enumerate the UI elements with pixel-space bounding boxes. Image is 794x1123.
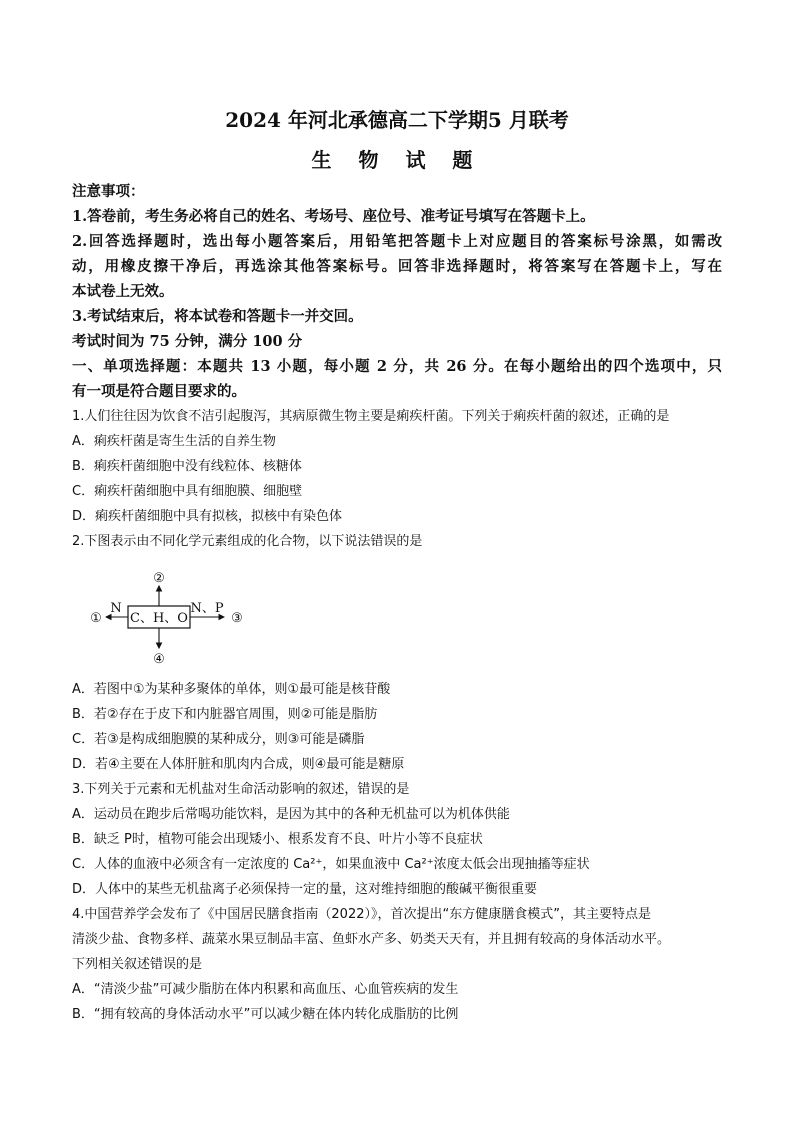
q4-option-b: B．“拥有较高的身体活动水平”可以减少糖在体内转化成脂肪的比例 bbox=[72, 1007, 459, 1022]
page-subtitle: 生 物 试 题 bbox=[311, 148, 483, 172]
q2-option-c: C．若③是构成细胞膜的某种成分，则③可能是磷脂 bbox=[72, 732, 365, 747]
compound-3-label: ③ bbox=[231, 611, 243, 626]
compound-1-label: ① bbox=[90, 611, 102, 626]
q2-option-a: A．若图中①为某种多聚体的单体，则①最可能是核苷酸 bbox=[72, 682, 391, 697]
page-title: 2024 年河北承德高二下学期5 月联考 bbox=[225, 108, 569, 132]
q3-option-c: C．人体的血液中必须含有一定浓度的 Ca²⁺，如果血液中 Ca²⁺浓度太低会出现抽搐等症状 bbox=[72, 857, 590, 872]
notice-item-3: 3.考试结束后，将本试卷和答题卡一并交回。 bbox=[72, 308, 363, 325]
element-compound-diagram bbox=[84, 566, 254, 666]
exam-time: 考试时间为 75 分钟，满分 100 分 bbox=[72, 333, 303, 350]
notice-item-1: 1.答卷前，考生务必将自己的姓名、考场号、座位号、准考证号填写在答题卡上。 bbox=[72, 208, 595, 225]
right-arrow-label: N、P bbox=[190, 601, 224, 616]
q2-stem: 2.下图表示由不同化学元素组成的化合物，以下说法错误的是 bbox=[72, 534, 423, 549]
q1-stem: 1.人们往往因为饮食不洁引起腹泻，其病原微生物主要是痢疾杆菌。下列关于痢疾杆菌的叙述，正确的是 bbox=[72, 409, 670, 424]
q4-stem-line-2: 清淡少盐、食物多样、蔬菜水果豆制品丰富、鱼虾水产多、奶类天天有，并且拥有较高的身体活动水平。 bbox=[72, 932, 671, 947]
q4-option-a: A．“清淡少盐”可减少脂肪在体内积累和高血压、心血管疾病的发生 bbox=[72, 982, 459, 997]
q2-option-b: B．若②存在于皮下和内脏器官周围，则②可能是脂肪 bbox=[72, 707, 378, 722]
compound-4-label: ④ bbox=[153, 652, 165, 666]
q3-stem: 3.下列关于元素和无机盐对生命活动影响的叙述，错误的是 bbox=[72, 782, 410, 797]
q3-option-b: B．缺乏 P时，植物可能会出现矮小、根系发育不良、叶片小等不良症状 bbox=[72, 832, 483, 847]
section-1-heading-line-1: 一、单项选择题：本题共 13 小题，每小题 2 分，共 26 分。在每小题给出的四个选项中，只 bbox=[72, 358, 722, 375]
notice-item-2-line-3: 本试卷上无效。 bbox=[72, 283, 174, 300]
q4-stem-line-3: 下列相关叙述错误的是 bbox=[72, 957, 203, 972]
section-1-heading-line-2: 有一项是符合题目要求的。 bbox=[72, 383, 246, 400]
q2-option-d: D．若④主要在人体肝脏和肌肉内合成，则④最可能是糖原 bbox=[72, 757, 405, 772]
compound-2-label: ② bbox=[153, 571, 165, 586]
q1-option-c: C．痢疾杆菌细胞中具有细胞膜、细胞壁 bbox=[72, 484, 303, 499]
notice-heading: 注意事项： bbox=[72, 183, 145, 200]
q1-option-b: B．痢疾杆菌细胞中没有线粒体、核糖体 bbox=[72, 459, 302, 474]
q1-option-a: A．痢疾杆菌是寄生生活的自养生物 bbox=[72, 434, 276, 449]
q3-option-d: D．人体中的某些无机盐离子必须保持一定的量，这对维持细胞的酸碱平衡很重要 bbox=[72, 882, 538, 897]
notice-item-2-line-2: 动，用橡皮擦干净后，再选涂其他答案标号。回答非选择题时，将答案写在答题卡上，写在 bbox=[72, 258, 722, 275]
q3-option-a: A．运动员在跑步后常喝功能饮料，是因为其中的各种无机盐可以为机体供能 bbox=[72, 807, 510, 822]
center-elements-label: C、H、O bbox=[130, 611, 188, 626]
q4-stem-line-1: 4.中国营养学会发布了《中国居民膳食指南（2022）》，首次提出“东方健康膳食模式”，其主要特点是 bbox=[72, 907, 651, 922]
q1-option-d: D．痢疾杆菌细胞中具有拟核，拟核中有染色体 bbox=[72, 509, 343, 524]
notice-item-2-line-1: 2.回答选择题时，选出每小题答案后，用铅笔把答题卡上对应题目的答案标号涂黑，如需改 bbox=[72, 233, 722, 250]
left-arrow-label: N bbox=[110, 601, 122, 616]
